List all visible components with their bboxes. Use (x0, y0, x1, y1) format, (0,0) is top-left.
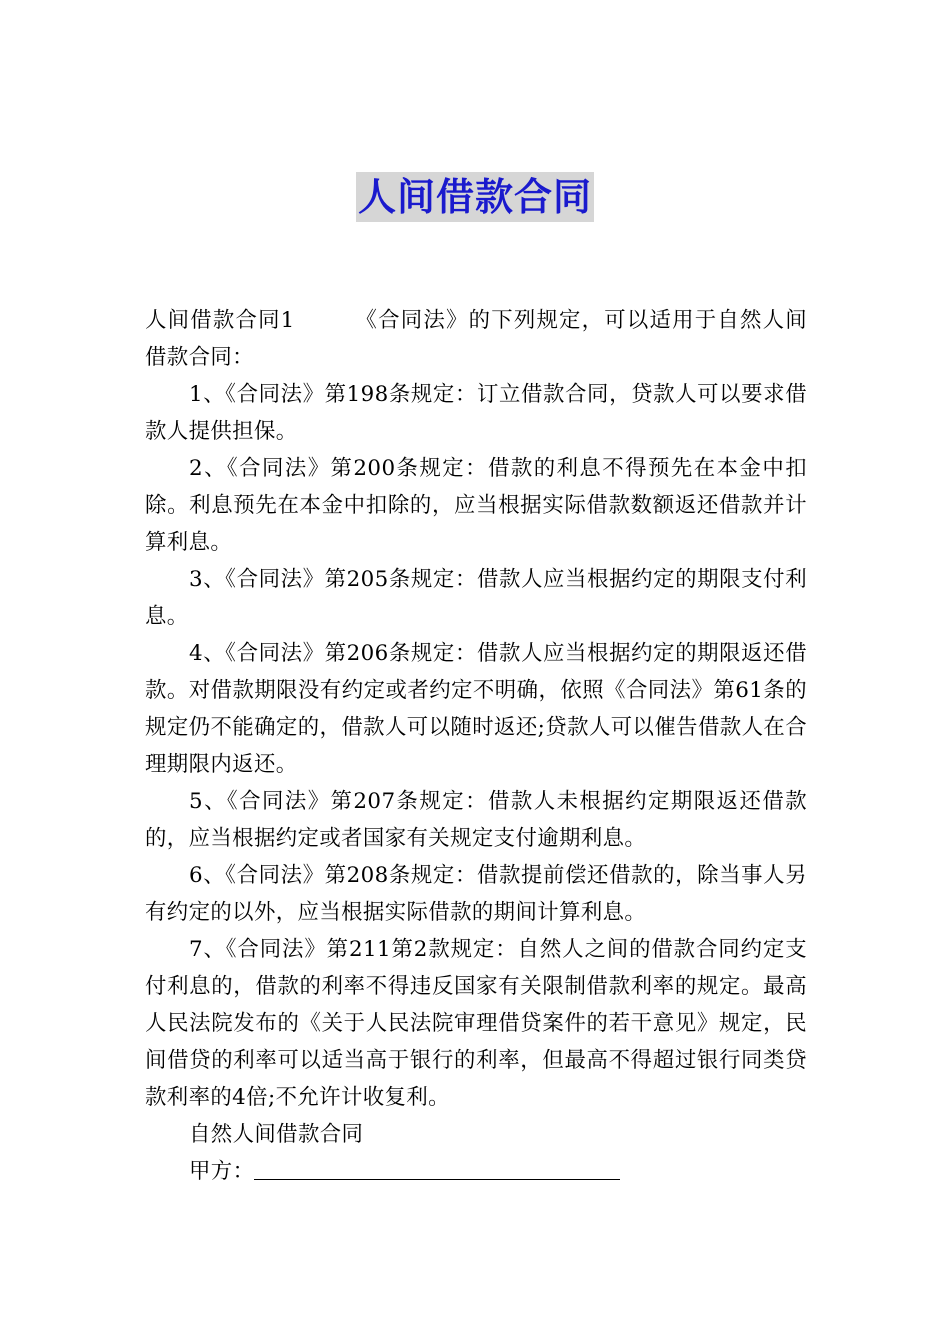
intro-text: 《合同法》的下列规定，可以适用于自然人间借款合同： (145, 308, 807, 370)
party-a-blank-line[interactable] (254, 1157, 620, 1180)
article-paragraph-6: 6、《合同法》第208条规定：借款提前偿还借款的，除当事人另有约定的以外，应当根据实际借款的期间计算利息。 (145, 863, 807, 925)
article-paragraph-2: 2、《合同法》第200条规定：借款的利息不得预先在本金中扣除。利息预先在本金中扣除的，应当根据实际借款数额返还借款并计算利息。 (145, 456, 807, 555)
intro-label: 人间借款合同1 (145, 308, 295, 333)
article-paragraph-5: 5、《合同法》第207条规定：借款人未根据约定期限返还借款的，应当根据约定或者国家有关规定支付逾期利息。 (145, 789, 807, 851)
contract-subheading: 自然人间借款合同 (189, 1122, 364, 1147)
title-container (0, 172, 950, 222)
article-paragraph-4: 4、《合同法》第206条规定：借款人应当根据约定的期限返还借款。对借款期限没有约定或者约定不明确，依照《合同法》第61条的规定仍不能确定的，借款人可以随时返还;贷款人可以催告借款人在合理期限内返还。 (145, 641, 807, 777)
document-body (145, 302, 807, 1190)
article-paragraph-3: 3、《合同法》第205条规定：借款人应当根据约定的期限支付利息。 (145, 567, 807, 629)
article-paragraph-7: 7、《合同法》第211第2款规定：自然人之间的借款合同约定支付利息的，借款的利率不得违反国家有关限制借款利率的规定。最高人民法院发布的《关于人民法院审理借贷案件的若干意见》规定，民间借贷的利率可以适当高于银行的利率，但最高不得超过银行同类贷款利率的4倍;不允许计收复利。 (145, 937, 807, 1110)
intro-paragraph (145, 302, 807, 376)
article-paragraph-1: 1、《合同法》第198条规定：订立借款合同，贷款人可以要求借款人提供担保。 (145, 382, 807, 444)
party-a-label: 甲方： (189, 1159, 255, 1184)
document-title: 人间借款合同 (356, 172, 594, 222)
party-a-line (145, 1153, 807, 1190)
